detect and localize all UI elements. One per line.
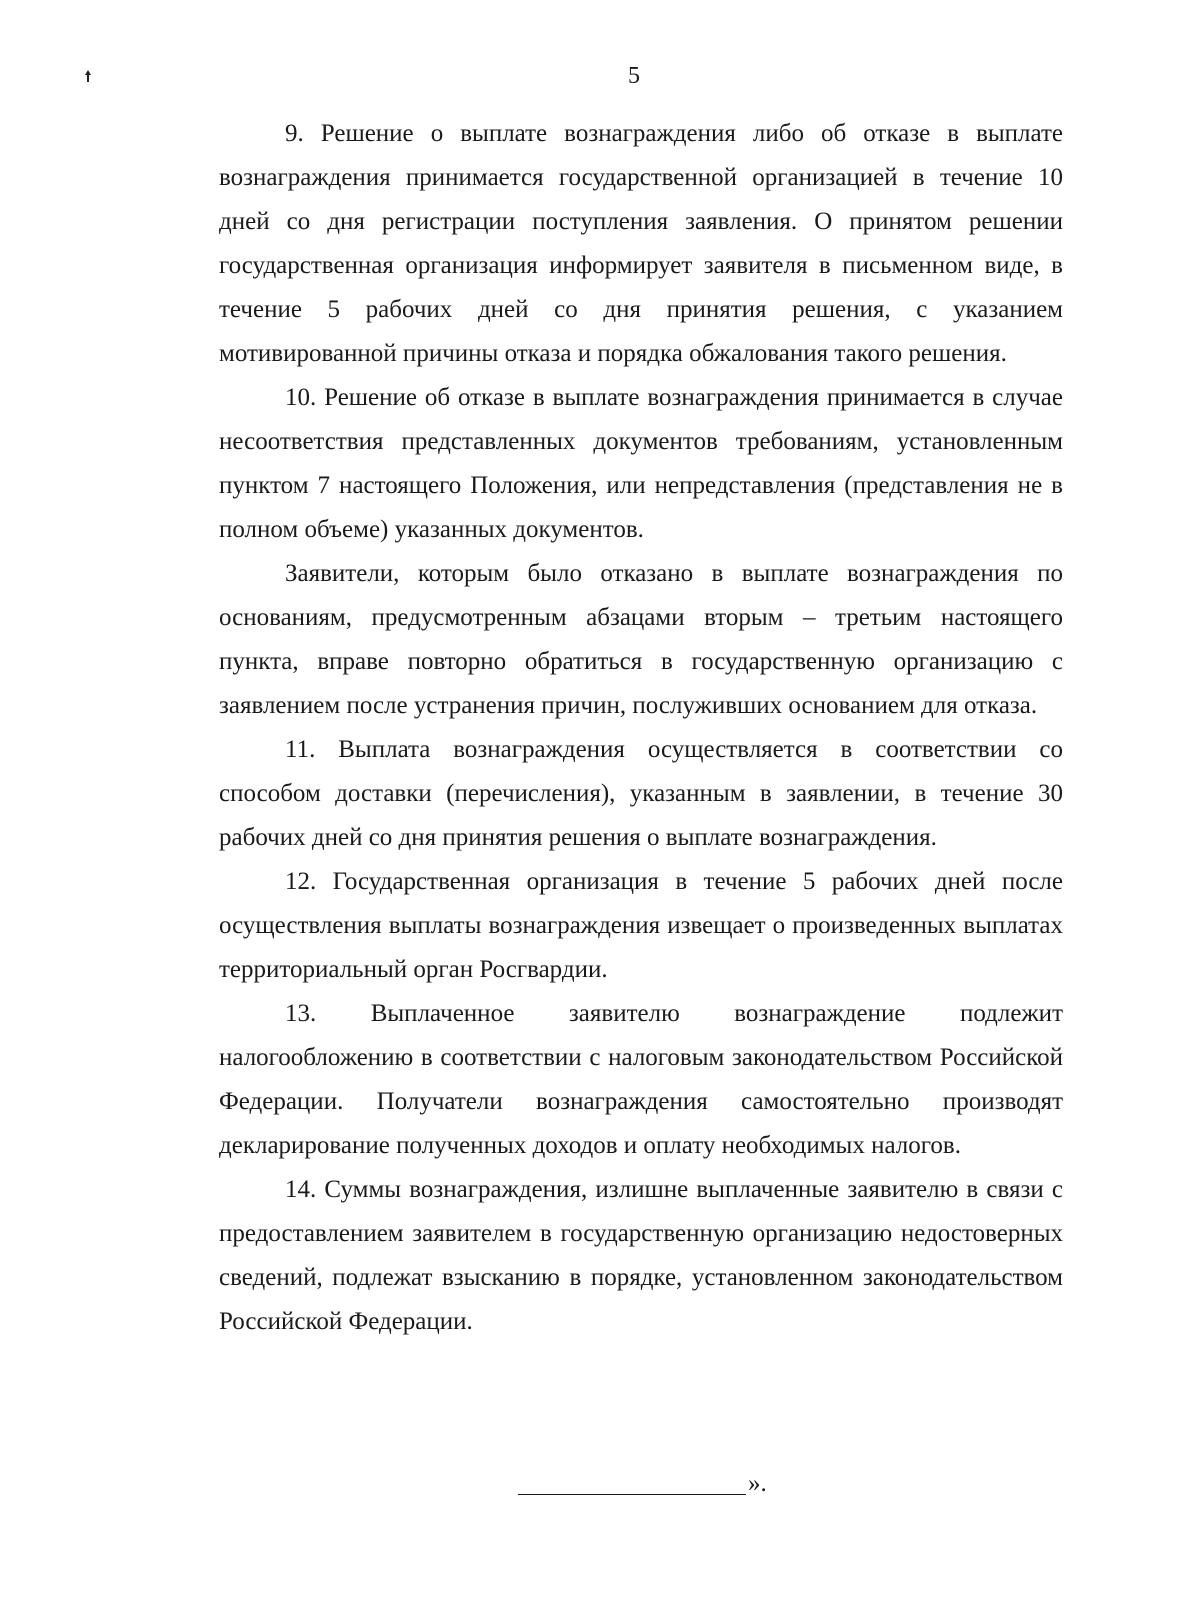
closing-mark	[518, 1464, 768, 1504]
paragraph-item-10: 10. Решение об отказе в выплате вознаграждения принимается в случае несоответствия представленных документов требованиям, установленным пунктом 7 настоящего Положения, или непредставления (представления не в полном объеме) указанных документов.	[219, 384, 1063, 543]
paragraph-item-13: 13. Выплаченное заявителю вознаграждение подлежит налогообложению в соответствии с налоговым законодательством Российской Федерации. Получатели вознаграждения самостоятельно производят декларирование полученных доходов и оплату необходимых налогов.	[219, 1000, 1063, 1159]
scan-mark-icon	[84, 70, 92, 82]
paragraph-item-14: 14. Суммы вознаграждения, излишне выплаченные заявителю в связи с предоставлением заявителем в государственную организацию недостоверных сведений, подлежат взысканию в порядке, установленном законодательством Российской Федерации.	[219, 1176, 1063, 1335]
closing-underline	[518, 1494, 746, 1495]
closing-quote: ».	[748, 1470, 767, 1497]
paragraph-item-12: 12. Государственная организация в течение 5 рабочих дней после осуществления выплаты вознаграждения извещает о произведенных выплатах территориальный орган Росгвардии.	[219, 868, 1063, 983]
document-body	[219, 112, 1063, 1344]
paragraph-item-11: 11. Выплата вознаграждения осуществляется в соответствии со способом доставки (перечисления), указанным в заявлении, в течение 30 рабочих дней со дня принятия решения о выплате вознаграждения.	[219, 736, 1063, 851]
paragraph-item-10-refusal-appeal: Заявители, которым было отказано в выплате вознаграждения по основаниям, предусмотренным абзацами вторым – третьим настоящего пункта, вправе повторно обратиться в государственную организацию с заявлением после устранения причин, послуживших основанием для отказа.	[219, 560, 1063, 719]
page-number: 5	[628, 63, 640, 89]
paragraph-item-9: 9. Решение о выплате вознаграждения либо об отказе в выплате вознаграждения принимается государственной организацией в течение 10 дней со дня регистрации поступления заявления. О принятом решении государственная организация информирует заявителя в письменном виде, в течение 5 рабочих дней со дня принятия решения, с указанием мотивированной причины отказа и порядка обжалования такого решения.	[219, 120, 1063, 367]
